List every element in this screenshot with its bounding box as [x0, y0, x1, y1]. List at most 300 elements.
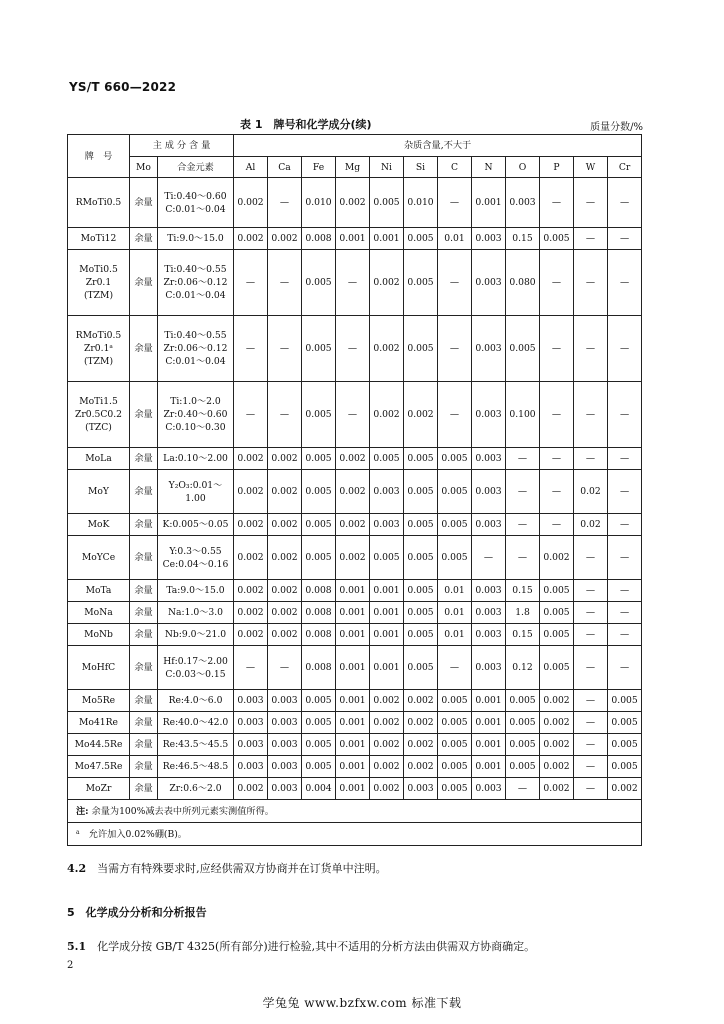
- grade-line: (TZC): [85, 422, 112, 433]
- alloy-line: C:0.01～0.04: [165, 356, 226, 367]
- impurity-cell-c: —: [438, 646, 472, 690]
- impurity-cell-cr: 0.005: [608, 734, 642, 756]
- element-header-si: Si: [404, 157, 438, 178]
- mo-cell: 余量: [130, 536, 158, 580]
- element-header-ca: Ca: [268, 157, 302, 178]
- mo-cell: 余量: [130, 580, 158, 602]
- impurity-cell-o: 0.15: [506, 580, 540, 602]
- grade-cell: [68, 734, 130, 756]
- grade-cell: [68, 646, 130, 690]
- impurity-cell-si: 0.002: [404, 382, 438, 448]
- note-label: 注:: [76, 805, 89, 817]
- impurity-cell-fe: 0.005: [302, 448, 336, 470]
- impurity-cell-c: 0.005: [438, 448, 472, 470]
- alloy-line: Y₂O₃:0.01～: [168, 479, 223, 491]
- grade-line: MoZr: [85, 783, 112, 794]
- alloy-line: C:0.01～0.04: [165, 290, 226, 301]
- impurity-cell-si: 0.005: [404, 470, 438, 514]
- grade-cell: [68, 602, 130, 624]
- table-row: [68, 580, 642, 602]
- impurity-cell-si: 0.005: [404, 316, 438, 382]
- grade-line: Zr0.1: [85, 277, 112, 288]
- grade-line: MoTa: [85, 585, 112, 596]
- impurity-cell-mg: 0.002: [336, 470, 370, 514]
- impurity-cell-o: —: [506, 470, 540, 514]
- table-footnote: [68, 823, 642, 846]
- grade-cell: [68, 756, 130, 778]
- impurity-cell-ni: 0.005: [370, 536, 404, 580]
- impurity-cell-n: 0.003: [472, 580, 506, 602]
- table-note: [68, 800, 642, 823]
- impurity-cell-mg: 0.001: [336, 734, 370, 756]
- element-header-n: N: [472, 157, 506, 178]
- mo-cell: 余量: [130, 756, 158, 778]
- impurity-cell-p: 0.005: [540, 624, 574, 646]
- impurity-cell-ca: —: [268, 646, 302, 690]
- alloy-cell: [158, 382, 234, 448]
- composition-table: [67, 134, 642, 846]
- impurity-cell-c: —: [438, 382, 472, 448]
- impurity-cell-al: —: [234, 382, 268, 448]
- alloy-cell: [158, 536, 234, 580]
- impurity-cell-c: 0.01: [438, 602, 472, 624]
- impurity-cell-mg: —: [336, 382, 370, 448]
- grade-line: Mo44.5Re: [74, 739, 123, 750]
- impurity-cell-fe: 0.005: [302, 250, 336, 316]
- impurity-cell-n: 0.003: [472, 316, 506, 382]
- mo-cell: 余量: [130, 514, 158, 536]
- impurity-cell-o: 0.100: [506, 382, 540, 448]
- impurity-cell-ca: 0.002: [268, 580, 302, 602]
- footnote-mark: a: [76, 828, 80, 836]
- impurity-cell-cr: 0.005: [608, 690, 642, 712]
- impurity-cell-al: 0.003: [234, 734, 268, 756]
- impurity-cell-mg: 0.001: [336, 624, 370, 646]
- clause-4-2-text: 当需方有特殊要求时,应经供需双方协商并在订货单中注明。: [97, 862, 387, 875]
- table-row: [68, 228, 642, 250]
- impurity-cell-n: 0.003: [472, 514, 506, 536]
- impurity-cell-c: 0.005: [438, 470, 472, 514]
- mo-cell: 余量: [130, 712, 158, 734]
- impurity-cell-n: 0.003: [472, 778, 506, 800]
- impurity-cell-w: 0.02: [574, 514, 608, 536]
- impurity-cell-p: 0.002: [540, 734, 574, 756]
- grade-line: MoTi1.5: [79, 396, 118, 407]
- table-row: [68, 602, 642, 624]
- clause-4-2-number: 4.2: [67, 862, 87, 875]
- impurity-cell-o: —: [506, 448, 540, 470]
- element-header-o: O: [506, 157, 540, 178]
- impurity-cell-mg: 0.001: [336, 602, 370, 624]
- mo-cell: 余量: [130, 624, 158, 646]
- grade-line: Zr0.5C0.2: [74, 409, 123, 420]
- grade-line: Mo47.5Re: [74, 761, 123, 772]
- impurity-cell-p: —: [540, 250, 574, 316]
- impurity-cell-n: 0.003: [472, 602, 506, 624]
- impurity-cell-ca: 0.002: [268, 602, 302, 624]
- impurity-cell-si: 0.005: [404, 250, 438, 316]
- mo-cell: 余量: [130, 382, 158, 448]
- impurity-cell-ca: —: [268, 316, 302, 382]
- alloy-line: Ta:9.0～15.0: [166, 585, 225, 596]
- table-row: [68, 734, 642, 756]
- impurity-cell-c: 0.01: [438, 580, 472, 602]
- alloy-header: 合金元素: [158, 157, 234, 178]
- impurity-cell-ca: —: [268, 178, 302, 228]
- impurity-cell-c: 0.005: [438, 734, 472, 756]
- impurity-cell-n: 0.001: [472, 690, 506, 712]
- impurity-cell-al: 0.002: [234, 624, 268, 646]
- element-header-mg: Mg: [336, 157, 370, 178]
- table-unit: 质量分数/%: [590, 122, 643, 133]
- impurity-cell-o: 1.8: [506, 602, 540, 624]
- element-header-c: C: [438, 157, 472, 178]
- impurity-cell-ca: 0.003: [268, 690, 302, 712]
- table-row: [68, 382, 642, 448]
- impurity-cell-p: —: [540, 514, 574, 536]
- impurity-cell-mg: 0.001: [336, 228, 370, 250]
- impurity-cell-cr: 0.005: [608, 712, 642, 734]
- impurity-cell-mg: 0.001: [336, 646, 370, 690]
- standard-code: YS/T 660—2022: [69, 80, 177, 94]
- mo-cell: 余量: [130, 178, 158, 228]
- grade-cell: [68, 382, 130, 448]
- impurity-cell-al: 0.002: [234, 536, 268, 580]
- impurity-cell-al: 0.003: [234, 756, 268, 778]
- alloy-line: Re:46.5～48.5: [162, 761, 229, 772]
- impurity-cell-cr: —: [608, 580, 642, 602]
- impurity-cell-o: 0.12: [506, 646, 540, 690]
- impurity-cell-w: —: [574, 602, 608, 624]
- impurity-cell-n: —: [472, 536, 506, 580]
- grade-line: RMoTi0.5: [75, 330, 122, 341]
- impurity-cell-fe: 0.005: [302, 514, 336, 536]
- impurity-cell-ni: 0.005: [370, 448, 404, 470]
- impurity-cell-al: 0.002: [234, 448, 268, 470]
- impurity-cell-fe: 0.010: [302, 178, 336, 228]
- impurity-cell-si: 0.003: [404, 778, 438, 800]
- element-header-w: W: [574, 157, 608, 178]
- impurity-cell-ca: 0.002: [268, 228, 302, 250]
- impurity-cell-si: 0.005: [404, 536, 438, 580]
- mo-cell: 余量: [130, 316, 158, 382]
- impurity-cell-si: 0.010: [404, 178, 438, 228]
- impurity-cell-ca: —: [268, 250, 302, 316]
- mo-cell: 余量: [130, 734, 158, 756]
- impurity-cell-w: —: [574, 756, 608, 778]
- impurity-cell-al: 0.002: [234, 228, 268, 250]
- impurity-cell-si: 0.002: [404, 690, 438, 712]
- grade-line: (TZM): [83, 290, 114, 301]
- page-number: 2: [67, 960, 74, 971]
- grade-cell: [68, 690, 130, 712]
- impurity-cell-al: 0.002: [234, 778, 268, 800]
- table-row: [68, 712, 642, 734]
- impurity-cell-c: 0.005: [438, 712, 472, 734]
- impurity-cell-al: —: [234, 250, 268, 316]
- impurity-cell-w: —: [574, 778, 608, 800]
- impurity-cell-p: 0.002: [540, 778, 574, 800]
- impurity-cell-w: 0.02: [574, 470, 608, 514]
- impurity-cell-o: 0.005: [506, 690, 540, 712]
- table-row: [68, 178, 642, 228]
- impurity-cell-ni: 0.005: [370, 178, 404, 228]
- impurity-cell-p: 0.005: [540, 580, 574, 602]
- alloy-line: Zr:0.06～0.12: [163, 277, 228, 288]
- impurity-cell-ni: 0.001: [370, 646, 404, 690]
- impurity-cell-si: 0.005: [404, 448, 438, 470]
- impurity-cell-ni: 0.001: [370, 580, 404, 602]
- alloy-line: Ti:0.40～0.55: [164, 264, 227, 275]
- impurity-cell-p: —: [540, 178, 574, 228]
- alloy-cell: [158, 228, 234, 250]
- footnote-text: 允许加入0.02%硼(B)。: [88, 828, 187, 840]
- impurity-cell-fe: 0.005: [302, 470, 336, 514]
- impurity-cell-cr: —: [608, 470, 642, 514]
- table-row: [68, 470, 642, 514]
- mo-cell: 余量: [130, 602, 158, 624]
- alloy-cell: [158, 624, 234, 646]
- grade-cell: [68, 470, 130, 514]
- grade-line: MoNa: [84, 607, 113, 618]
- mo-header: Mo: [130, 157, 158, 178]
- impurity-cell-c: —: [438, 250, 472, 316]
- alloy-line: C:0.01～0.04: [165, 203, 226, 215]
- impurity-cell-cr: —: [608, 536, 642, 580]
- impurity-cell-fe: 0.005: [302, 536, 336, 580]
- impurity-cell-cr: —: [608, 602, 642, 624]
- mo-cell: 余量: [130, 250, 158, 316]
- grade-cell: [68, 778, 130, 800]
- impurity-cell-n: 0.003: [472, 448, 506, 470]
- impurity-cell-n: 0.003: [472, 624, 506, 646]
- impurity-cell-mg: 0.001: [336, 580, 370, 602]
- mo-cell: 余量: [130, 690, 158, 712]
- impurity-cell-cr: —: [608, 178, 642, 228]
- mo-cell: 余量: [130, 228, 158, 250]
- impurity-cell-al: 0.002: [234, 470, 268, 514]
- impurity-cell-o: 0.080: [506, 250, 540, 316]
- impurity-cell-n: 0.003: [472, 382, 506, 448]
- impurity-cell-w: —: [574, 624, 608, 646]
- impurity-cell-al: 0.002: [234, 602, 268, 624]
- alloy-cell: [158, 690, 234, 712]
- impurity-cell-w: —: [574, 448, 608, 470]
- impurity-cell-w: —: [574, 646, 608, 690]
- grade-cell: [68, 514, 130, 536]
- table-row: [68, 250, 642, 316]
- alloy-cell: [158, 646, 234, 690]
- alloy-line: Re:43.5～45.5: [162, 739, 229, 750]
- impurity-cell-p: —: [540, 470, 574, 514]
- impurity-cell-n: 0.003: [472, 646, 506, 690]
- impurity-cell-o: 0.003: [506, 178, 540, 228]
- impurity-cell-fe: 0.008: [302, 602, 336, 624]
- grade-line: MoHfC: [81, 662, 116, 673]
- impurity-cell-si: 0.005: [404, 624, 438, 646]
- impurity-cell-cr: —: [608, 228, 642, 250]
- impurity-cell-ni: 0.001: [370, 228, 404, 250]
- impurity-cell-n: 0.001: [472, 712, 506, 734]
- section-5-heading: [67, 904, 207, 920]
- alloy-cell: [158, 470, 234, 514]
- impurity-cell-ni: 0.001: [370, 602, 404, 624]
- table-row: [68, 690, 642, 712]
- alloy-line: Ce:0.04～0.16: [162, 558, 229, 570]
- grade-cell: [68, 228, 130, 250]
- impurity-cell-ni: 0.003: [370, 514, 404, 536]
- grade-cell: [68, 624, 130, 646]
- impurity-cell-p: —: [540, 382, 574, 448]
- impurity-cell-ca: —: [268, 382, 302, 448]
- impurity-cell-o: 0.005: [506, 756, 540, 778]
- impurity-cell-w: —: [574, 580, 608, 602]
- impurity-cell-n: 0.001: [472, 178, 506, 228]
- impurity-cell-fe: 0.008: [302, 228, 336, 250]
- clause-5-1-number: 5.1: [67, 940, 87, 953]
- section-5-title: 化学成分分析和分析报告: [85, 906, 207, 919]
- impurity-cell-o: 0.15: [506, 228, 540, 250]
- impurity-cell-cr: —: [608, 382, 642, 448]
- impurity-cell-p: —: [540, 448, 574, 470]
- impurity-cell-mg: 0.002: [336, 178, 370, 228]
- alloy-line: Hf:0.17～2.00: [163, 655, 228, 667]
- impurity-cell-ni: 0.002: [370, 690, 404, 712]
- grade-cell: [68, 580, 130, 602]
- impurity-cell-w: —: [574, 382, 608, 448]
- grade-line: Mo41Re: [79, 717, 118, 728]
- impurity-cell-p: 0.005: [540, 602, 574, 624]
- impurity-cell-o: —: [506, 778, 540, 800]
- grade-line: MoYCe: [81, 552, 116, 563]
- impurity-cell-w: —: [574, 316, 608, 382]
- impurity-cell-w: —: [574, 250, 608, 316]
- table-row: [68, 536, 642, 580]
- impurity-cell-c: 0.005: [438, 536, 472, 580]
- table-row: [68, 756, 642, 778]
- impurity-cell-ni: 0.002: [370, 756, 404, 778]
- impurity-cell-fe: 0.008: [302, 646, 336, 690]
- impurity-cell-c: 0.005: [438, 690, 472, 712]
- alloy-cell: [158, 448, 234, 470]
- grade-line: MoTi0.5: [79, 264, 118, 275]
- impurity-cell-si: 0.002: [404, 756, 438, 778]
- table-row: [68, 646, 642, 690]
- table-row: [68, 514, 642, 536]
- clause-5-1-text: 化学成分按 GB/T 4325(所有部分)进行检验,其中不适用的分析方法由供需双方协商确定。: [97, 940, 536, 953]
- impurity-cell-p: 0.002: [540, 690, 574, 712]
- impurity-cell-al: 0.003: [234, 712, 268, 734]
- impurity-cell-c: 0.005: [438, 756, 472, 778]
- impurity-cell-si: 0.002: [404, 712, 438, 734]
- impurity-cell-ni: 0.002: [370, 250, 404, 316]
- impurity-cell-fe: 0.008: [302, 580, 336, 602]
- impurity-cell-si: 0.002: [404, 734, 438, 756]
- grade-line: RMoTi0.5: [75, 197, 122, 208]
- alloy-line: Ti:0.40～0.55: [164, 330, 227, 341]
- grade-line: MoK: [87, 519, 110, 530]
- impurity-cell-p: 0.002: [540, 712, 574, 734]
- impurity-cell-ni: 0.002: [370, 316, 404, 382]
- impurity-cell-mg: 0.002: [336, 514, 370, 536]
- impurity-cell-p: 0.005: [540, 646, 574, 690]
- impurity-cell-o: 0.15: [506, 624, 540, 646]
- alloy-line: C:0.10～0.30: [165, 422, 226, 433]
- section-5-number: 5: [67, 906, 75, 919]
- impurity-cell-cr: —: [608, 250, 642, 316]
- alloy-cell: [158, 778, 234, 800]
- alloy-line: K:0.005～0.05: [162, 519, 229, 530]
- alloy-line: Ti:9.0～15.0: [167, 233, 224, 244]
- impurity-cell-fe: 0.005: [302, 382, 336, 448]
- alloy-cell: [158, 580, 234, 602]
- grade-cell: [68, 178, 130, 228]
- impurity-cell-ni: 0.003: [370, 470, 404, 514]
- grade-line: MoTi12: [80, 233, 117, 244]
- impurity-cell-si: 0.005: [404, 646, 438, 690]
- impurity-cell-al: 0.003: [234, 690, 268, 712]
- impurity-cell-c: —: [438, 178, 472, 228]
- impurity-cell-cr: —: [608, 514, 642, 536]
- mo-cell: 余量: [130, 646, 158, 690]
- impurity-cell-ca: 0.002: [268, 470, 302, 514]
- alloy-cell: [158, 316, 234, 382]
- impurity-cell-ni: 0.002: [370, 734, 404, 756]
- impurity-cell-si: 0.005: [404, 602, 438, 624]
- impurity-cell-o: 0.005: [506, 712, 540, 734]
- impurity-cell-si: 0.005: [404, 514, 438, 536]
- impurity-cell-mg: 0.002: [336, 448, 370, 470]
- element-header-cr: Cr: [608, 157, 642, 178]
- alloy-line: 1.00: [185, 492, 206, 504]
- impurity-cell-al: 0.002: [234, 178, 268, 228]
- impurity-cell-p: 0.005: [540, 228, 574, 250]
- alloy-cell: [158, 178, 234, 228]
- element-header-al: Al: [234, 157, 268, 178]
- grade-line: (TZM): [83, 356, 114, 367]
- impurity-cell-n: 0.001: [472, 756, 506, 778]
- impurity-cell-p: —: [540, 316, 574, 382]
- grade-line: Zr0.1ᵃ: [84, 343, 113, 354]
- grade-line: Mo5Re: [81, 695, 116, 706]
- impurity-cell-o: —: [506, 536, 540, 580]
- main-content-header: 主 成 分 含 量: [130, 135, 234, 157]
- impurity-cell-c: 0.01: [438, 624, 472, 646]
- grade-cell: [68, 316, 130, 382]
- table-row: [68, 624, 642, 646]
- impurity-cell-fe: 0.004: [302, 778, 336, 800]
- impurity-cell-mg: 0.002: [336, 536, 370, 580]
- impurity-cell-si: 0.005: [404, 228, 438, 250]
- impurity-cell-mg: 0.001: [336, 712, 370, 734]
- alloy-line: Re:40.0～42.0: [162, 717, 229, 728]
- impurity-cell-n: 0.003: [472, 470, 506, 514]
- impurity-cell-p: 0.002: [540, 536, 574, 580]
- impurity-cell-o: —: [506, 514, 540, 536]
- alloy-line: Ti:0.40～0.60: [164, 190, 227, 202]
- impurity-cell-w: —: [574, 536, 608, 580]
- alloy-cell: [158, 514, 234, 536]
- table-row: [68, 316, 642, 382]
- impurity-cell-cr: —: [608, 646, 642, 690]
- mo-cell: 余量: [130, 778, 158, 800]
- impurity-cell-cr: 0.002: [608, 778, 642, 800]
- grade-cell: [68, 712, 130, 734]
- grade-cell: [68, 536, 130, 580]
- grade-line: MoNb: [84, 629, 113, 640]
- impurity-cell-ni: 0.002: [370, 382, 404, 448]
- impurity-cell-o: 0.005: [506, 734, 540, 756]
